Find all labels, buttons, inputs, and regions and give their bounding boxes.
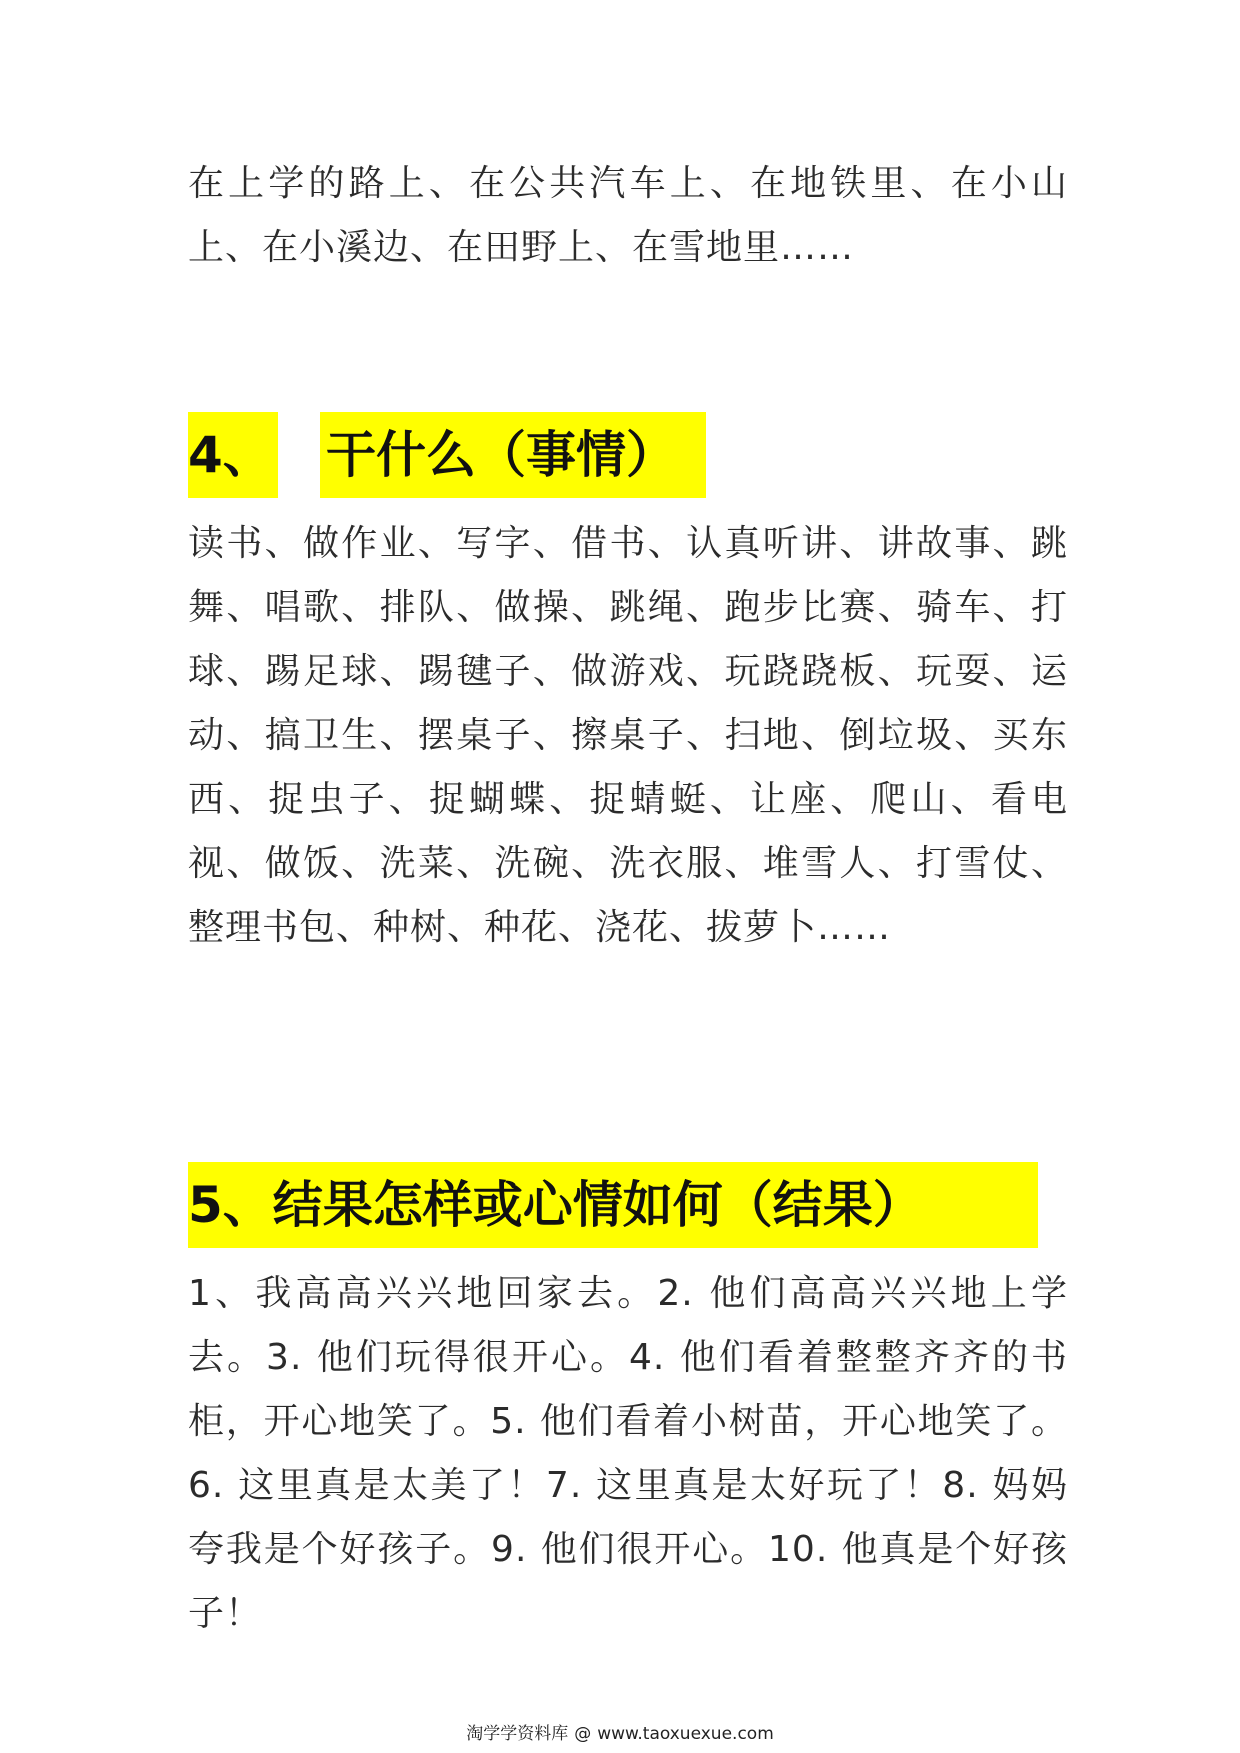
- section-5-heading: 5、结果怎样或心情如何（结果）: [188, 1162, 1038, 1248]
- footer-at-symbol: @: [574, 1724, 592, 1744]
- section-4-paragraph: 读书、做作业、写字、借书、认真听讲、讲故事、跳舞、唱歌、排队、做操、跳绳、跑步比赛、骑车、打球、踢足球、踢毽子、做游戏、玩跷跷板、玩耍、运动、搞卫生、摆桌子、擦桌子、扫地、倒垃圾、买东西、捉虫子、捉蝴蝶、捉蜻蜓、让座、爬山、看电视、做饭、洗菜、洗碗、洗衣服、堆雪人、打雪仗、整理书包、种树、种花、浇花、拔萝卜……: [188, 523, 1068, 948]
- footer-url: www.taoxuexue.com: [597, 1724, 774, 1744]
- page-footer: [0, 1722, 1240, 1746]
- section-4-number-heading: 4、: [188, 412, 278, 498]
- section-5-paragraph: 1、我高高兴兴地回家去。2. 他们高高兴兴地上学去。3. 他们玩得很开心。4. 他们看着整整齐齐的书柜，开心地笑了。5. 他们看着小树苗，开心地笑了。6. 这里真是太美了！7. 这里真是太好玩了！8. 妈妈夸我是个好孩子。9. 他们很开心。10. 他真是个好孩子！: [188, 1273, 1068, 1634]
- section-4-title-heading: 干什么（事情）: [320, 412, 706, 498]
- intro-paragraph: 在上学的路上、在公共汽车上、在地铁里、在小山上、在小溪边、在田野上、在雪地里……: [188, 163, 1068, 268]
- footer-site-name: 淘学学资料库: [466, 1724, 569, 1744]
